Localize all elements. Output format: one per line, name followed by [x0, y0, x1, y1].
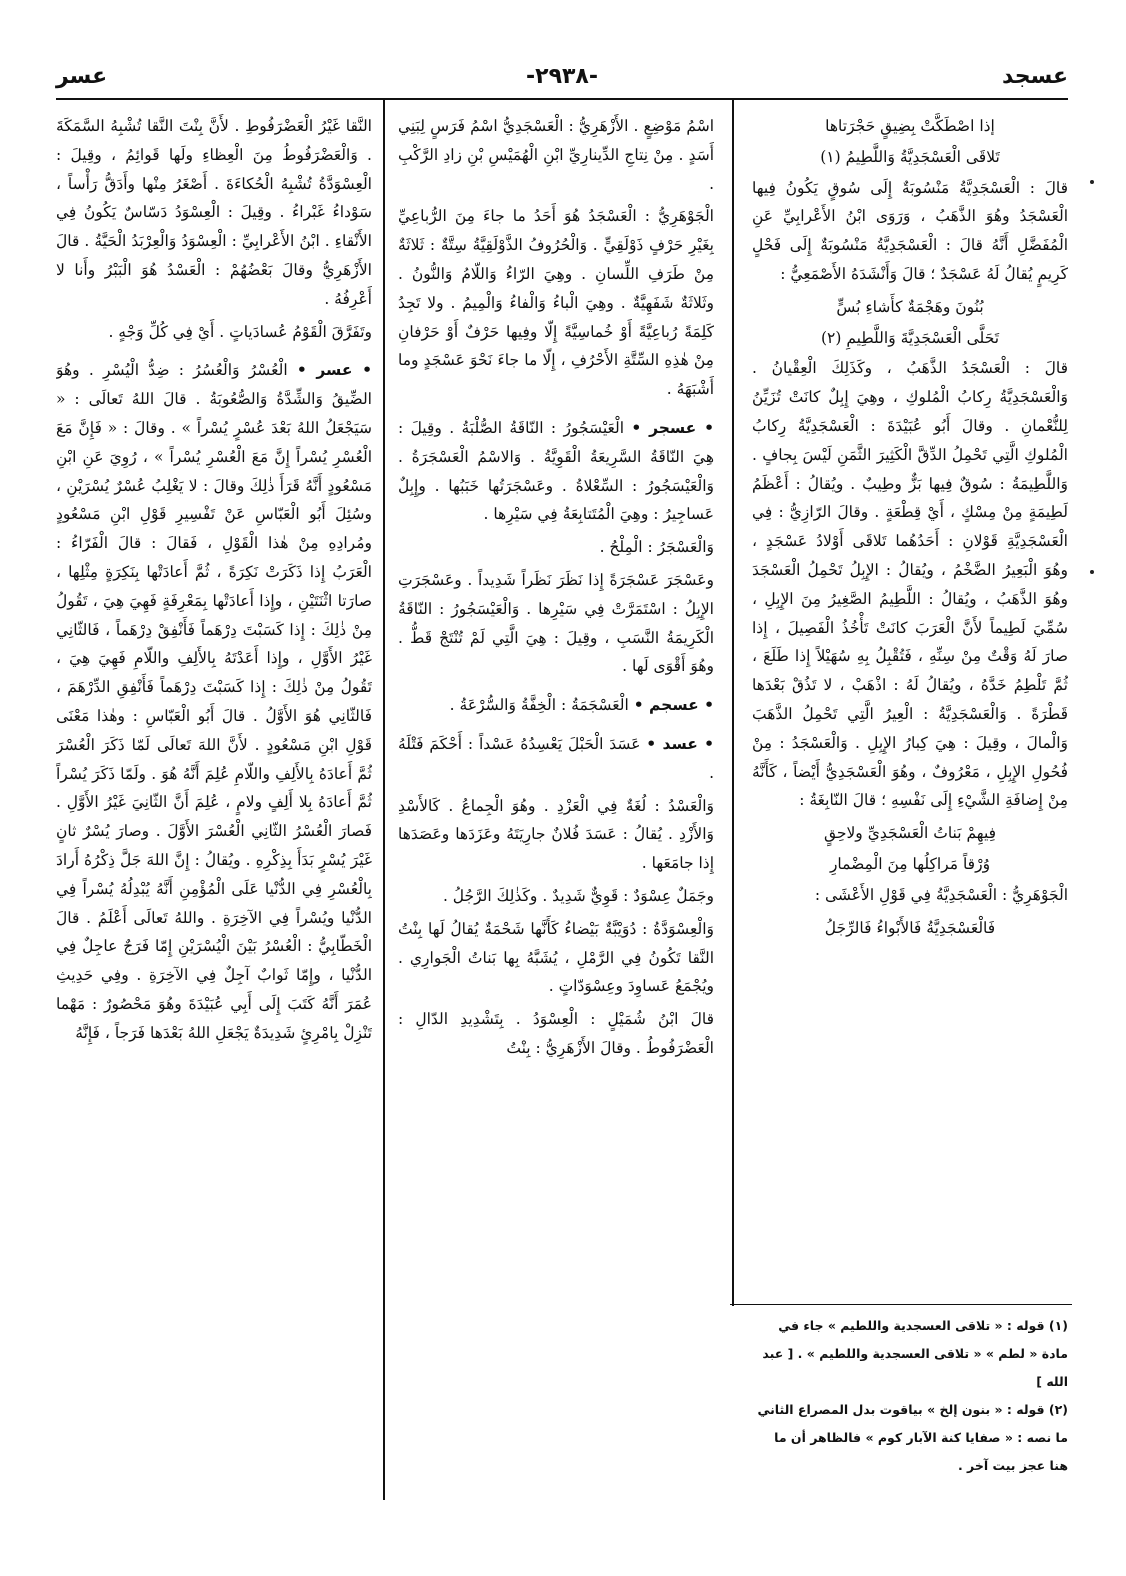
text-paragraph: اسْمُ مَوْضِعٍ . الأَزْهَرِيُّ : الْعَسْجَدِيُّ اسْمُ فَرَسٍ لِبَنِي أَسَدٍ . مِنْ نِتاجِ الدِّينارِيِّ ابْنِ الْهُمَيْسِ بْنِ زادِ الرَّكْبِ .: [398, 117, 714, 193]
entry-headword: • عسجر •: [631, 418, 714, 437]
entry-text: عَسَدَ الْحَبْلَ يَعْسِدُهُ عَسْداً : أَحْكَمَ فَتْلَهُ .: [398, 734, 714, 782]
text-paragraph: وَالْعَسْدُ : لُغَةٌ فِي الْعَزْدِ . وهُوَ الْجِماعُ . كَالأَسْدِ وَالأَزْدِ . يُقالُ : عَسَدَ فُلانٌ جارِيَتَهُ وعَزَدَها وعَصَدَها إِذا جامَعَها .: [398, 796, 714, 873]
verse-line: تَلاقَى الْعَسْجَدِيَّةُ وَاللَّطِيمُ (١): [820, 147, 1000, 166]
dictionary-entry: [398, 691, 714, 720]
dictionary-entry: [56, 356, 372, 1047]
verse-line: إذا اصْطَكَّتْ بِضِيقٍ حَجْرَتاها: [825, 117, 995, 135]
text-paragraph: النَّقا غَيْرُ الْعَضْرَفُوطِ . لأَنَّ بِنْتَ النَّقا تُشْبِهُ السَّمَكَةَ . وَالْعَضْرَفُوطُ مِنَ الْعِظاءِ ولَها قَوائِمُ ، وقِيلَ : الْعِسْوَدَّةُ تُشْبِهُ الْحُكاءَةَ . أَصْغَرُ مِنْها وأَدَقُّ رَأْساً ، سَوْداءُ غَبْراءُ . وقِيلَ : الْعِسْوَدُ دَسّاسٌ يَكُونُ فِي الأَنْقاءِ . ابْنُ الأَعْرابِيِّ : الْعِسْوَدُ وَالْعِرْبَدُ الْحَيَّةُ . قالَ الأَزْهَرِيُّ وقالَ بَعْضُهُمْ : الْعَسْدُ هُوَ الْبَبْرُ وأَنا لا أَعْرِفُهُ .: [56, 117, 372, 308]
text-paragraph: الْجَوْهَرِيُّ : الْعَسْجَدُ هُوَ أَحَدُ ما جاءَ مِنَ الرُّباعِيِّ بِغَيْرِ حَرْفٍ ذَوْلَقِيٍّ . وَالْحُرُوفُ الذَّوْلَقِيَّةُ سِتَّةٌ : ثَلاثَةٌ مِنْ طَرَفِ اللِّسانِ . وهِيَ الرّاءُ وَاللّامُ وَالنُّونُ . وثَلاثَةٌ شَفَهِيَّةٌ . وهِيَ الْباءُ وَالْفاءُ وَالْمِيمُ . ولا تَجِدُ كَلِمَةً رُباعِيَّةً أَوْ خُماسِيَّةً إِلّا وفِيها حَرْفٌ أَوْ حَرْفانِ مِنْ هٰذِهِ السِّتَّةِ الأَحْرُفِ ، إِلّا ما جاءَ نَحْوَ عَسْجَدٍ وما أَشْبَهَهُ .: [398, 207, 714, 399]
entry-headword: • عسجم •: [633, 696, 714, 715]
page-number: -٢٩٣٨-: [526, 64, 598, 89]
running-headword-right: عسجد: [1002, 64, 1068, 89]
verse-line: فِيهِمْ بَناتُ الْعَسْجَدِيِّ ولاحِقٍ: [823, 824, 997, 843]
entry-text: الْعُسْرُ وَالْعُسُرُ : ضِدُّ الْيُسْرِ . وهُوَ الضِّيقُ وَالشِّدَّةُ وَالصُّعُوبَةُ . قالَ اللهُ تَعالَى : « سَيَجْعَلُ اللهُ بَعْدَ عُسْرٍ يُسْراً » . وقالَ : « فَإِنَّ مَعَ الْعُسْرِ يُسْراً إِنَّ مَعَ الْعُسْرِ يُسْراً » ، رُوِيَ عَنِ ابْنِ مَسْعُودٍ أَنَّهُ قَرَأَ ذٰلِكَ وقالَ : لا يَغْلِبُ عُسْرٌ يُسْرَيْنِ ، وسُئِلَ أَبُو الْعَبّاسِ عَنْ تَفْسِيرِ قَوْلِ ابْنِ مَسْعُودٍ ومُرادِهِ مِنْ هٰذا الْقَوْلِ ، فَقالَ : قالَ الْفَرّاءُ : الْعَرَبُ إِذا ذَكَرَتْ نَكِرَةً ، ثُمَّ أَعادَتْها بِنَكِرَةٍ مِثْلِها ، صارَتا اثْنَتَيْنِ ، وإِذا أَعادَتْها بِمَعْرِفَةٍ فَهِيَ هِيَ ، تَقُولُ مِنْ ذٰلِكَ : إِذا كَسَبْتَ دِرْهَماً فَأَنْفِقْ دِرْهَماً ، فَالثّانِي غَيْرُ الأَوَّلِ ، وإِذا أَعَدْتَهُ بِالأَلِفِ واللّامِ فَهِيَ هِيَ ، تَقُولُ مِنْ ذٰلِكَ : إِذا كَسَبْتَ دِرْهَماً فَأَنْفِقِ الدِّرْهَمَ ، فَالثّانِي هُوَ الأَوَّلُ . قالَ أَبُو الْعَبّاسِ : وهٰذا مَعْنَى قَوْلِ ابْنِ مَسْعُودٍ . لأَنَّ اللهَ تَعالَى لَمّا ذَكَرَ الْعُسْرَ ثُمَّ أَعادَهُ بِالأَلِفِ واللّامِ عُلِمَ أَنَّهُ هُوَ . ولَمّا ذَكَرَ يُسْراً ثُمَّ أَعادَهُ بِلا أَلِفٍ ولامٍ ، عُلِمَ أَنَّ الثّانِيَ غَيْرُ الأَوَّلِ . فَصارَ الْعُسْرُ الثّانِي الْعُسْرَ الأَوَّلَ . وصارَ يُسْرٌ ثانٍ غَيْرَ يُسْرٍ بَدَأَ بِذِكْرِهِ . ويُقالُ : إِنَّ اللهَ جَلَّ ذِكْرُهُ أَرادَ بِالْعُسْرِ فِي الدُّنْيا عَلَى الْمُؤْمِنِ أَنَّهُ يُبْدِلُهُ يُسْراً فِي الدُّنْيا ويُسْراً فِي الآخِرَةِ . واللهُ تَعالَى أَعْلَمُ . قالَ الْخَطّابِيُّ : الْعُسْرُ بَيْنَ الْيُسْرَيْنِ إِمّا فَرَجٌ عاجِلٌ فِي الدُّنْيا ، وإِمّا ثَوابٌ آجِلٌ فِي الآخِرَةِ . وفِي حَدِيثِ عُمَرَ أَنَّهُ كَتَبَ إِلَى أَبِي عُبَيْدَةَ وهُوَ مَحْصُورٌ : مَهْما تَنْزِلْ بِامْرِئٍ شَدِيدَةٌ يَجْعَلِ اللهُ بَعْدَها فَرَجاً ، فَإِنَّهُ: [56, 361, 372, 1042]
text-paragraph: وَالْعِسْوَدَّةُ : دُوَيْبَّةٌ بَيْضاءُ كَأَنَّها شَحْمَةٌ يُقالُ لَها بِنْتُ النَّقا تَكُونُ فِي الرَّمْلِ ، يُشَبَّهُ بِها بَناتُ الْجَوارِي . ويُجْمَعُ عَساوِدَ وعِسْوَدّاتٍ .: [398, 919, 714, 996]
text-paragraph: الْجَوْهَرِيُّ : الْعَسْجَدِيَّةُ فِي قَوْلِ الأَعْشَى :: [814, 885, 1068, 904]
footnote: (٢) قوله : « بنون إلخ » بياقوت بدل المصراع الثاني ما نصه : « صفايا كنة الآبار كوم » فالظاهر أن ما هنا عجز بيت آخر .: [757, 1402, 1068, 1473]
scan-speck: [1090, 180, 1094, 184]
page-header: [56, 62, 1068, 96]
scan-speck: [1090, 570, 1094, 574]
column-divider-left: [383, 100, 385, 1500]
dictionary-entry: [398, 414, 714, 529]
text-paragraph: وَالْعَسْجَرُ : الْمِلْحُ .: [599, 538, 714, 557]
verse-line: تَحَلَّى الْعَسْجَدِيَّةَ وَاللَّطِيمِ (٢): [820, 328, 1000, 347]
footnotes: [752, 1312, 1068, 1512]
column-divider-right: [732, 100, 734, 1306]
entry-text: الْعَيْسَجُورُ : النّاقَةُ الصُّلْبَةُ . وقِيلَ : هِيَ النّاقَةُ السَّرِيعَةُ الْقَوِيَّةُ . وَالاسْمُ الْعَسْجَرَةُ . وَالْعَيْسَجُورُ : السِّعْلاةُ . وعَسْجَرَتُها خَبَبُها . وإِبِلٌ عَساجِيرُ : وهِيَ الْمُتَتابِعَةُ فِي سَيْرِها .: [398, 418, 714, 524]
entry-headword: • عسر •: [296, 361, 372, 380]
footnote-rule: [730, 1304, 1072, 1305]
right-column: [752, 112, 1068, 1492]
dictionary-entry: [398, 730, 714, 788]
running-headword-left: عسر: [56, 64, 108, 89]
verse-line: فَالْعَسْجَدِيَّةُ فَالأَبْواءُ فَالرِّجَلُ: [824, 918, 996, 937]
entry-text: الْعَسْجَمَةُ : الْخِفَّةُ وَالسُّرْعَةُ .: [449, 696, 629, 715]
entry-headword: • عسد •: [646, 734, 714, 753]
text-paragraph: قالَ : الْعَسْجَدِيَّةُ مَنْسُوبَةٌ إِلَى سُوقٍ يَكُونُ فِيها الْعَسْجَدُ وهُوَ الذَّهَبُ ، وَرَوَى ابْنُ الأَعْرابِيِّ عَنِ الْمُفَضَّلِ أَنَّهُ قالَ : الْعَسْجَدِيَّةُ مَنْسُوبَةٌ إِلَى فَحْلٍ كَرِيمٍ يُقالُ لَهُ عَسْجَدٌ ؛ قالَ وَأَنْشَدَهُ الأَصْمَعِيُّ :: [752, 178, 1068, 283]
text-paragraph: وجَمَلٌ عِسْوَدٌ : قَوِيٌّ شَدِيدٌ . وكَذٰلِكَ الرَّجُلُ .: [442, 886, 714, 905]
footnote: (١) قوله : « تلاقى العسجدية واللطيم » جاء في مادة « لطم » « تلاقى العسجدية واللطيم » . [ عبد الله ]: [762, 1318, 1068, 1389]
middle-column: [398, 112, 714, 1492]
text-paragraph: قالَ : الْعَسْجَدُ الذَّهَبُ ، وكَذَلِكَ الْعِقْيانُ . وَالْعَسْجَدِيَّةُ رِكابُ الْمُلوكِ ، وهِيَ إِبِلٌ كانَتْ تُزَيِّنُ لِلنُّعْمانِ . وقالَ أَبُو عُبَيْدَةَ : الْعَسْجَدِيَّةُ رِكابُ الْمُلوكِ الَّتِي تَحْمِلُ الدِّقَّ الْكَثِيرَ الثَّمَنِ لَيْسَ بِجافٍ . وَاللَّطِيمَةُ : سُوقٌ فِيها بَزٌّ وطِيبٌ . ويُقالُ : أَعْظَمُ لَطِيمَةٍ مِنْ مِسْكٍ ، أَيْ قِطْعَةٍ . وقالَ الرّازِيُّ : فِي الْعَسْجَدِيَّةِ قَوْلانِ : أَحَدُهُما تَلاقَى أَوْلادُ عَسْجَدٍ ، وهُوَ الْبَعِيرُ الضَّخْمُ ، ويُقالُ : الإِبِلُ تَحْمِلُ الْعَسْجَدَ وهُوَ الذَّهَبُ ، ويُقالُ : اللَّطِيمُ الصَّغِيرُ مِنَ الإِبِلِ ، سُمِّيَ لَطِيماً لأَنَّ الْعَرَبَ كانَتْ تَأْخُذُ الْفَصِيلَ ، إِذا صارَ لَهُ وَقْتٌ مِنْ سِنِّهِ ، فَتُقْبِلُ بِهِ سُهَيْلاً إِذا طَلَعَ ، ثُمَّ تَلْطِمُ خَدَّهُ ، ويُقالُ لَهُ : اذْهَبْ ، لا تَذُقْ بَعْدَها قَطْرَةً . وَالْعَسْجَدِيَّةُ : الْعِيرُ الَّتِي تَحْمِلُ الذَّهَبَ وَالْمالَ ، وقِيلَ : هِيَ كِبارُ الإِبِلِ . وَالْعَسْجَدُ : مِنْ فُحُولِ الإِبِلِ ، مَعْرُوفٌ ، وهُوَ الْعَسْجَدِيُّ أَيْضاً ، كَأَنَّهُ مِنْ إِضافَةِ الشَّيْءِ إِلَى نَفْسِهِ ؛ قالَ النّابِغَةُ :: [752, 359, 1068, 810]
text-paragraph: وعَسْجَرَ عَسْجَرَةً إِذا نَظَرَ نَظَراً شَدِيداً . وعَسْجَرَتِ الإِبِلُ : اسْتَمَرَّتْ فِي سَيْرِها . وَالْعَيْسَجُورُ : النّاقَةُ الْكَرِيمَةُ النَّسَبِ ، وقِيلَ : هِيَ الَّتِي لَمْ تُنْتَجْ قَطُّ . وهُوَ أَقْوَى لَها .: [398, 570, 714, 676]
verse-line: وُرْقاً مَراكِلُها مِنَ الْمِضْمارِ: [829, 854, 991, 873]
header-rule: [56, 98, 1068, 100]
text-paragraph: وتَفَرَّقَ الْقَوْمُ عُسادَياتٍ . أَيْ فِي كُلِّ وَجْهٍ .: [108, 322, 372, 341]
text-paragraph: قالَ ابْنُ شُمَيْلٍ : الْعِسْوَدُ . بِتَشْدِيدِ الدّالِ : الْعَضْرَفُوطُ . وقالَ الأَزْهَرِيُّ : بِنْتُ: [398, 1010, 714, 1057]
left-column: [56, 112, 372, 1492]
verse-line: بُنُونَ وهَجْمَةٌ كأَشاءِ بُسٍّ: [836, 297, 984, 316]
